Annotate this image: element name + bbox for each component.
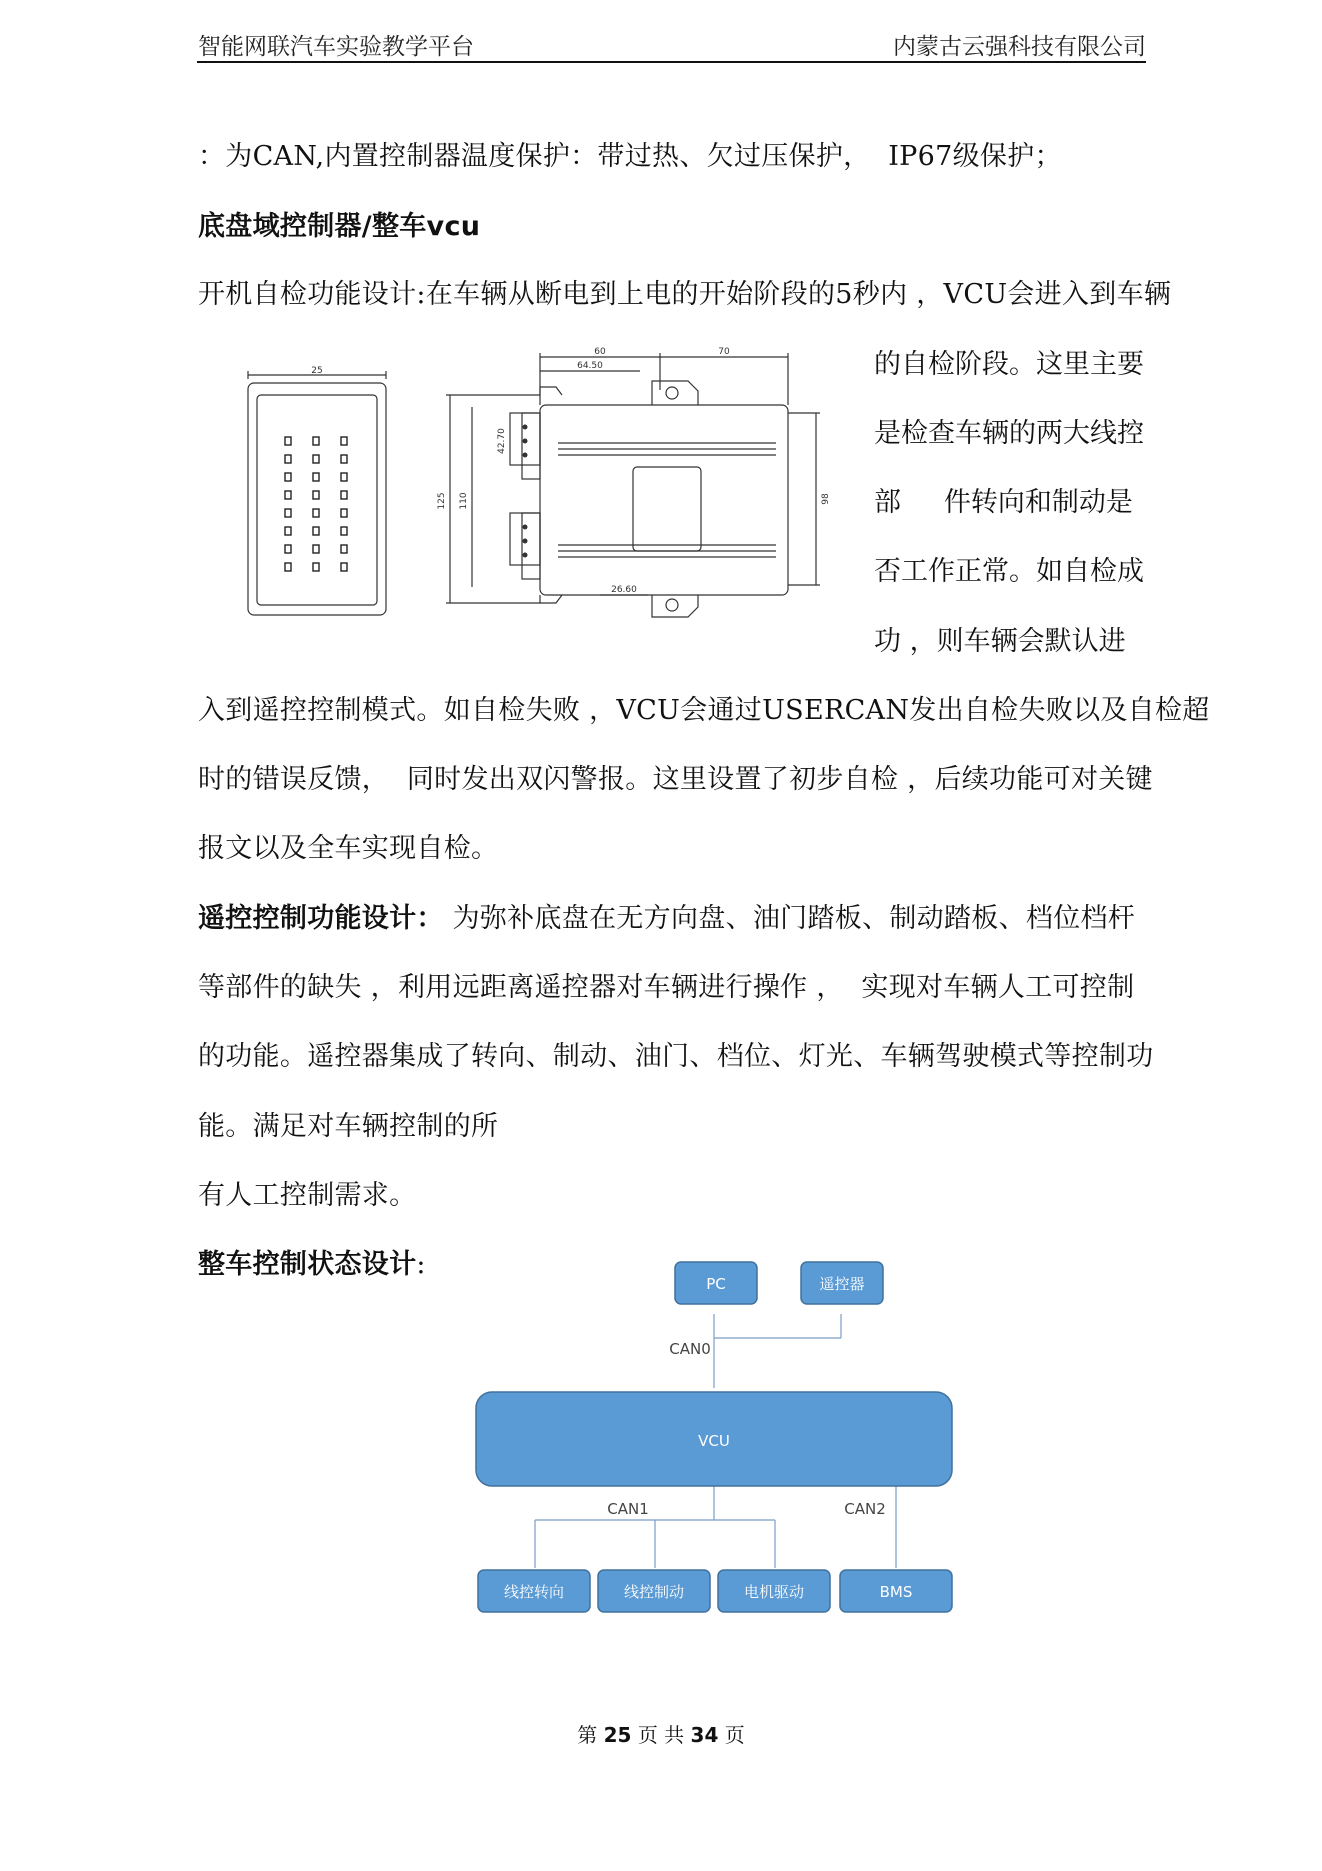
paragraph-line: 的功能。遥控器集成了转向、制动、油门、档位、灯光、车辆驾驶模式等控制功	[198, 1041, 1154, 1072]
dim-left-inner: 110	[459, 492, 469, 510]
page-footer	[0, 1719, 1322, 1748]
node-label: PC	[706, 1275, 726, 1293]
bus-label-can1: CAN1	[607, 1500, 649, 1518]
heading-vcu: 底盘域控制器/整车vcu	[198, 211, 481, 242]
heading-remote-control: 遥控控制功能设计：	[198, 903, 444, 934]
paragraph-line-can: ：为CAN,内置控制器温度保护：带过热、欠过压保护， IP67级保护；	[198, 141, 1062, 172]
paragraph-line: 有人工控制需求。	[198, 1180, 417, 1211]
node-label: 线控制动	[623, 1583, 685, 1601]
dim-top-c: 64.50	[577, 361, 603, 371]
paragraph-self-check-intro: 开机自检功能设计:在车辆从断电到上电的开始阶段的5秒内 ，VCU会进入到车辆	[198, 279, 1172, 310]
bus-label-can0: CAN0	[669, 1340, 711, 1358]
dim-bracket: 42.70	[497, 428, 507, 454]
side-text-line: 否工作正常。如自检成	[874, 556, 1144, 587]
footer-prefix: 第	[577, 1723, 598, 1747]
vcu-can-topology-diagram	[470, 1258, 960, 1618]
node-label: 线控转向	[503, 1583, 565, 1601]
footer-total-pages: 34	[690, 1723, 719, 1747]
node-label: BMS	[879, 1583, 913, 1601]
dim-top-a: 60	[594, 347, 606, 357]
dim-front-width: 25	[311, 366, 323, 376]
footer-suffix: 页	[724, 1723, 745, 1747]
node-label: VCU	[698, 1432, 730, 1450]
side-text-line: 是检查车辆的两大线控	[874, 418, 1144, 449]
paragraph-remote-first	[198, 896, 1135, 935]
side-text-line: 功 ，则车辆会默认进	[874, 626, 1126, 657]
paragraph-text: 为弥补底盘在无方向盘、油门踏板、制动踏板、档位档杆	[443, 903, 1136, 934]
node-vcu	[476, 1392, 952, 1486]
side-text-line: 部 件转向和制动是	[874, 487, 1133, 518]
paragraph-line: 报文以及全车实现自检。	[198, 833, 499, 864]
node-remote-controller	[801, 1262, 883, 1304]
node-pc	[675, 1262, 757, 1304]
node-label: 电机驱动	[743, 1583, 805, 1601]
paragraph-line: 时的错误反馈， 同时发出双闪警报。这里设置了初步自检 ，后续功能可对关键	[198, 764, 1153, 795]
node-label: 遥控器	[819, 1275, 865, 1293]
bus-label-can2: CAN2	[844, 1500, 886, 1518]
node-steer-by-wire	[478, 1570, 590, 1612]
header-title: 智能网联汽车实验教学平台	[198, 34, 474, 60]
dim-bottom: 26.60	[611, 585, 637, 595]
node-brake-by-wire	[598, 1570, 710, 1612]
paragraph-line: 能。满足对车辆控制的所	[198, 1111, 499, 1142]
header-rule	[197, 61, 1146, 63]
connector-pin-grid	[285, 437, 347, 571]
footer-page-number: 25	[603, 1723, 632, 1747]
footer-mid: 页 共	[637, 1723, 685, 1747]
paragraph-line: 等部件的缺失 ，利用远距离遥控器对车辆进行操作 ， 实现对车辆人工可控制	[198, 972, 1135, 1003]
heading-state-design	[198, 1242, 426, 1281]
dim-left-outer: 125	[437, 492, 447, 510]
dim-right: 98	[821, 493, 831, 505]
heading-colon: :	[416, 1249, 426, 1280]
side-text-line: 的自检阶段。这里主要	[874, 349, 1144, 380]
dim-top-b: 70	[718, 347, 730, 357]
node-motor-drive	[718, 1570, 830, 1612]
header-company: 内蒙古云强科技有限公司	[893, 34, 1146, 60]
node-bms	[840, 1570, 952, 1612]
controller-technical-drawing	[240, 345, 840, 625]
paragraph-line: 入到遥控控制模式。如自检失败 ，VCU会通过USERCAN发出自检失败以及自检超	[198, 695, 1210, 726]
heading-text: 整车控制状态设计	[198, 1249, 417, 1280]
